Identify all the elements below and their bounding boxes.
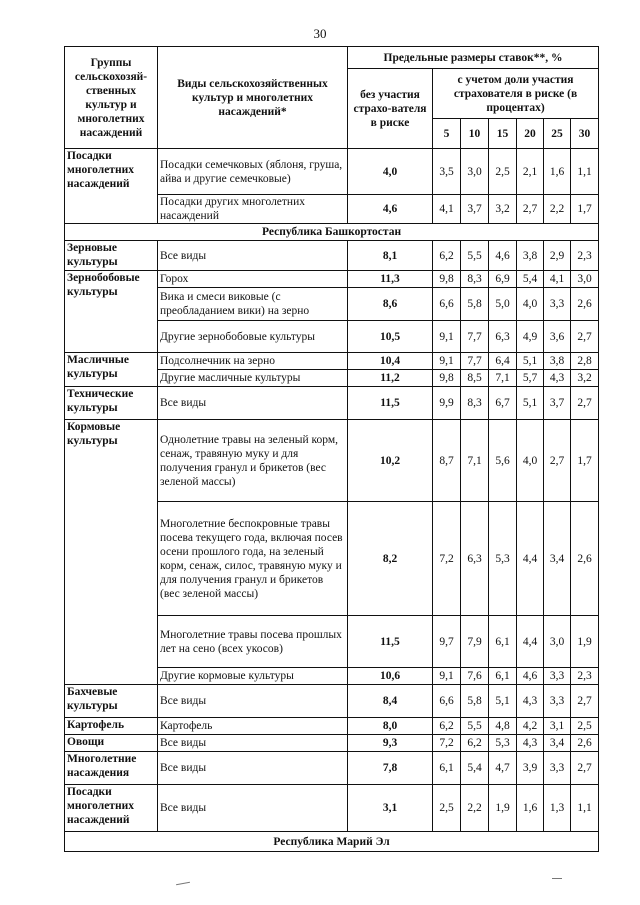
share-rate: 3,3 [544,685,571,718]
crop-type: Все виды [158,735,348,752]
table-row [65,752,599,785]
crop-type: Другие масличные культуры [158,370,348,387]
share-rate: 7,1 [461,420,489,502]
header-percent: 10 [461,119,489,149]
header-groups: Группы сельскохозяй-ственных культур и многолетних насаждений [65,47,158,149]
share-rate: 9,1 [433,668,461,685]
share-rate: 2,5 [571,718,599,735]
crop-group: Технические культуры [65,387,158,420]
rates-table [64,46,599,852]
share-rate: 3,2 [571,370,599,387]
share-rate: 2,7 [571,321,599,353]
base-rate: 8,0 [348,718,433,735]
share-rate: 6,1 [489,668,517,685]
share-rate: 8,3 [461,387,489,420]
share-rate: 5,6 [489,420,517,502]
share-rate: 9,8 [433,271,461,288]
share-rate: 7,7 [461,353,489,370]
share-rate: 2,6 [571,502,599,616]
stray-pen-mark [176,882,190,885]
header-row-1 [65,47,599,69]
share-rate: 5,7 [517,370,544,387]
share-rate: 3,3 [544,668,571,685]
share-rate: 3,1 [544,718,571,735]
share-rate: 3,2 [489,195,517,224]
share-rate: 2,9 [544,241,571,271]
crop-group: Посадки многолетних насаждений [65,149,158,224]
crop-type: Однолетние травы на зеленый корм, сенаж, травяную муку и для получения гранул и брикетов (вес зеленой массы) [158,420,348,502]
share-rate: 4,3 [517,685,544,718]
crop-group: Картофель [65,718,158,735]
share-rate: 7,1 [489,370,517,387]
share-rate: 2,7 [571,387,599,420]
share-rate: 6,6 [433,288,461,321]
header-with-share: с учетом доли участия страхователя в риске (в процентах) [433,69,599,119]
stray-pen-mark [552,878,562,879]
share-rate: 2,3 [571,668,599,685]
crop-group: Зерновые культуры [65,241,158,271]
share-rate: 4,4 [517,616,544,668]
share-rate: 3,4 [544,502,571,616]
header-percent: 30 [571,119,599,149]
share-rate: 2,5 [489,149,517,195]
header-limit: Предельные размеры ставок**, % [348,47,599,69]
share-rate: 3,6 [544,321,571,353]
header-percent: 15 [489,119,517,149]
crop-type: Посадки семечковых (яблоня, груша, айва и другие семечковые) [158,149,348,195]
share-rate: 1,1 [571,785,599,832]
share-rate: 9,8 [433,370,461,387]
share-rate: 2,7 [571,685,599,718]
crop-type: Другие кормовые культуры [158,668,348,685]
share-rate: 4,8 [489,718,517,735]
share-rate: 6,6 [433,685,461,718]
table-row [65,685,599,718]
share-rate: 1,6 [517,785,544,832]
share-rate: 3,8 [544,353,571,370]
region-title: Республика Марий Эл [65,832,599,852]
crop-type: Многолетние травы посева прошлых лет на сено (всех укосов) [158,616,348,668]
share-rate: 3,7 [544,387,571,420]
share-rate: 3,0 [544,616,571,668]
crop-type: Все виды [158,752,348,785]
crop-type: Все виды [158,241,348,271]
share-rate: 5,4 [517,271,544,288]
share-rate: 2,6 [571,735,599,752]
base-rate: 8,2 [348,502,433,616]
crop-group: Масличные культуры [65,353,158,387]
share-rate: 8,3 [461,271,489,288]
share-rate: 2,7 [517,195,544,224]
share-rate: 1,6 [544,149,571,195]
base-rate: 4,0 [348,149,433,195]
table-row [65,785,599,832]
share-rate: 2,3 [571,241,599,271]
header-percent: 20 [517,119,544,149]
share-rate: 4,3 [544,370,571,387]
table-row [65,271,599,288]
share-rate: 4,1 [544,271,571,288]
share-rate: 4,0 [517,288,544,321]
share-rate: 5,8 [461,288,489,321]
base-rate: 11,3 [348,271,433,288]
share-rate: 5,5 [461,241,489,271]
share-rate: 1,9 [489,785,517,832]
share-rate: 2,1 [517,149,544,195]
share-rate: 5,8 [461,685,489,718]
share-rate: 7,6 [461,668,489,685]
share-rate: 5,3 [489,735,517,752]
crop-group: Кормовые культуры [65,420,158,685]
share-rate: 5,4 [461,752,489,785]
base-rate: 8,1 [348,241,433,271]
crop-group: Бахчевые культуры [65,685,158,718]
region-row [65,224,599,241]
share-rate: 4,3 [517,735,544,752]
share-rate: 8,7 [433,420,461,502]
header-percent: 25 [544,119,571,149]
share-rate: 2,2 [461,785,489,832]
header-without: без участия страхо-вателя в риске [348,69,433,149]
share-rate: 6,4 [489,353,517,370]
share-rate: 3,3 [544,752,571,785]
share-rate: 6,1 [489,616,517,668]
base-rate: 4,6 [348,195,433,224]
base-rate: 10,5 [348,321,433,353]
share-rate: 1,9 [571,616,599,668]
share-rate: 4,4 [517,502,544,616]
share-rate: 6,9 [489,271,517,288]
header-types: Виды сельскохозяйственных культур и многолетних насаждений* [158,47,348,149]
crop-group: Многолетние насаждения [65,752,158,785]
share-rate: 2,2 [544,195,571,224]
crop-type: Горох [158,271,348,288]
share-rate: 1,7 [571,195,599,224]
crop-type: Все виды [158,785,348,832]
share-rate: 3,4 [544,735,571,752]
crop-type: Посадки других многолетних насаждений [158,195,348,224]
share-rate: 4,9 [517,321,544,353]
crop-group: Зернобобовые культуры [65,271,158,353]
share-rate: 3,3 [544,288,571,321]
share-rate: 9,7 [433,616,461,668]
region-row [65,832,599,852]
share-rate: 5,1 [489,685,517,718]
crop-type: Все виды [158,387,348,420]
share-rate: 3,8 [517,241,544,271]
header-percent: 5 [433,119,461,149]
share-rate: 6,3 [489,321,517,353]
share-rate: 5,1 [517,353,544,370]
crop-type: Все виды [158,685,348,718]
base-rate: 8,6 [348,288,433,321]
crop-type: Другие зернобобовые культуры [158,321,348,353]
table-row [65,735,599,752]
base-rate: 3,1 [348,785,433,832]
crop-type: Картофель [158,718,348,735]
base-rate: 8,4 [348,685,433,718]
share-rate: 3,7 [461,195,489,224]
base-rate: 10,2 [348,420,433,502]
share-rate: 3,0 [461,149,489,195]
crop-type: Вика и смеси виковые (с преобладанием вики) на зерно [158,288,348,321]
region-title: Республика Башкортостан [65,224,599,241]
base-rate: 9,3 [348,735,433,752]
share-rate: 9,9 [433,387,461,420]
share-rate: 2,7 [544,420,571,502]
share-rate: 2,8 [571,353,599,370]
base-rate: 11,2 [348,370,433,387]
table-row [65,420,599,502]
table-row [65,149,599,195]
share-rate: 2,7 [571,752,599,785]
share-rate: 3,9 [517,752,544,785]
share-rate: 6,2 [433,241,461,271]
page-number: 30 [313,26,327,41]
share-rate: 1,7 [571,420,599,502]
share-rate: 4,7 [489,752,517,785]
crop-group: Овощи [65,735,158,752]
table-row [65,387,599,420]
share-rate: 9,1 [433,353,461,370]
share-rate: 4,0 [517,420,544,502]
share-rate: 7,2 [433,502,461,616]
share-rate: 5,3 [489,502,517,616]
share-rate: 9,1 [433,321,461,353]
share-rate: 6,7 [489,387,517,420]
share-rate: 3,0 [571,271,599,288]
share-rate: 4,1 [433,195,461,224]
share-rate: 5,1 [517,387,544,420]
share-rate: 2,5 [433,785,461,832]
share-rate: 7,2 [433,735,461,752]
share-rate: 3,5 [433,149,461,195]
crop-type: Подсолнечник на зерно [158,353,348,370]
share-rate: 4,2 [517,718,544,735]
share-rate: 1,3 [544,785,571,832]
share-rate: 5,0 [489,288,517,321]
table-row [65,241,599,271]
share-rate: 6,2 [461,735,489,752]
share-rate: 6,1 [433,752,461,785]
table-row [65,353,599,370]
base-rate: 11,5 [348,387,433,420]
base-rate: 7,8 [348,752,433,785]
table-row [65,718,599,735]
share-rate: 4,6 [489,241,517,271]
share-rate: 2,6 [571,288,599,321]
share-rate: 6,2 [433,718,461,735]
share-rate: 7,9 [461,616,489,668]
share-rate: 6,3 [461,502,489,616]
share-rate: 8,5 [461,370,489,387]
share-rate: 1,1 [571,149,599,195]
rates-body [65,149,599,852]
base-rate: 11,5 [348,616,433,668]
base-rate: 10,6 [348,668,433,685]
share-rate: 7,7 [461,321,489,353]
share-rate: 4,6 [517,668,544,685]
crop-type: Многолетние беспокровные травы посева текущего года, включая посев осени прошлого года, на зеленый корм, сенаж, силос, травяную муку и для получения гранул и брикетов (вес зеленой массы) [158,502,348,616]
base-rate: 10,4 [348,353,433,370]
crop-group: Посадки многолетних насаждений [65,785,158,832]
share-rate: 5,5 [461,718,489,735]
